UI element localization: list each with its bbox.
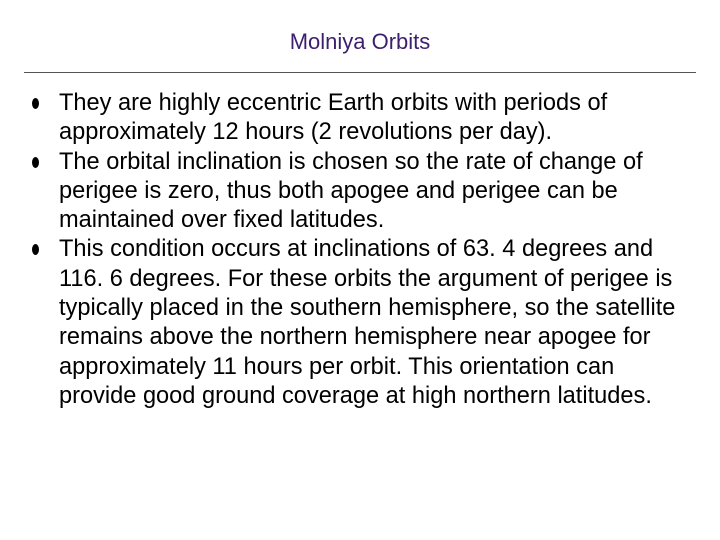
slide-title: Molniya Orbits	[289, 29, 431, 54]
bullet-dot-icon	[32, 244, 39, 255]
bullet-item	[24, 235, 696, 411]
bullet-text: The orbital inclination is chosen so the rate of change of perigee is zero, thus both apogee and perigee can be maintained over fixed latitudes.	[59, 148, 643, 234]
title-divider	[24, 72, 696, 73]
bullet-text: They are highly eccentric Earth orbits with periods of approximately 12 hours (2 revolutions per day).	[59, 90, 608, 146]
bullet-dot-icon	[32, 157, 39, 168]
bullet-text: This condition occurs at inclinations of 63. 4 degrees and 116. 6 degrees. For these orbits the argument of perigee is typically placed in the southern hemisphere, so the satellite remains above the northern hemisphere near apogee for approximately 11 hours per orbit. This orientation can provide good ground coverage at high northern latitudes.	[59, 236, 676, 409]
bullet-list	[24, 89, 696, 411]
bullet-dot-icon	[32, 98, 39, 109]
bullet-item	[24, 89, 696, 148]
bullet-item	[24, 148, 696, 236]
